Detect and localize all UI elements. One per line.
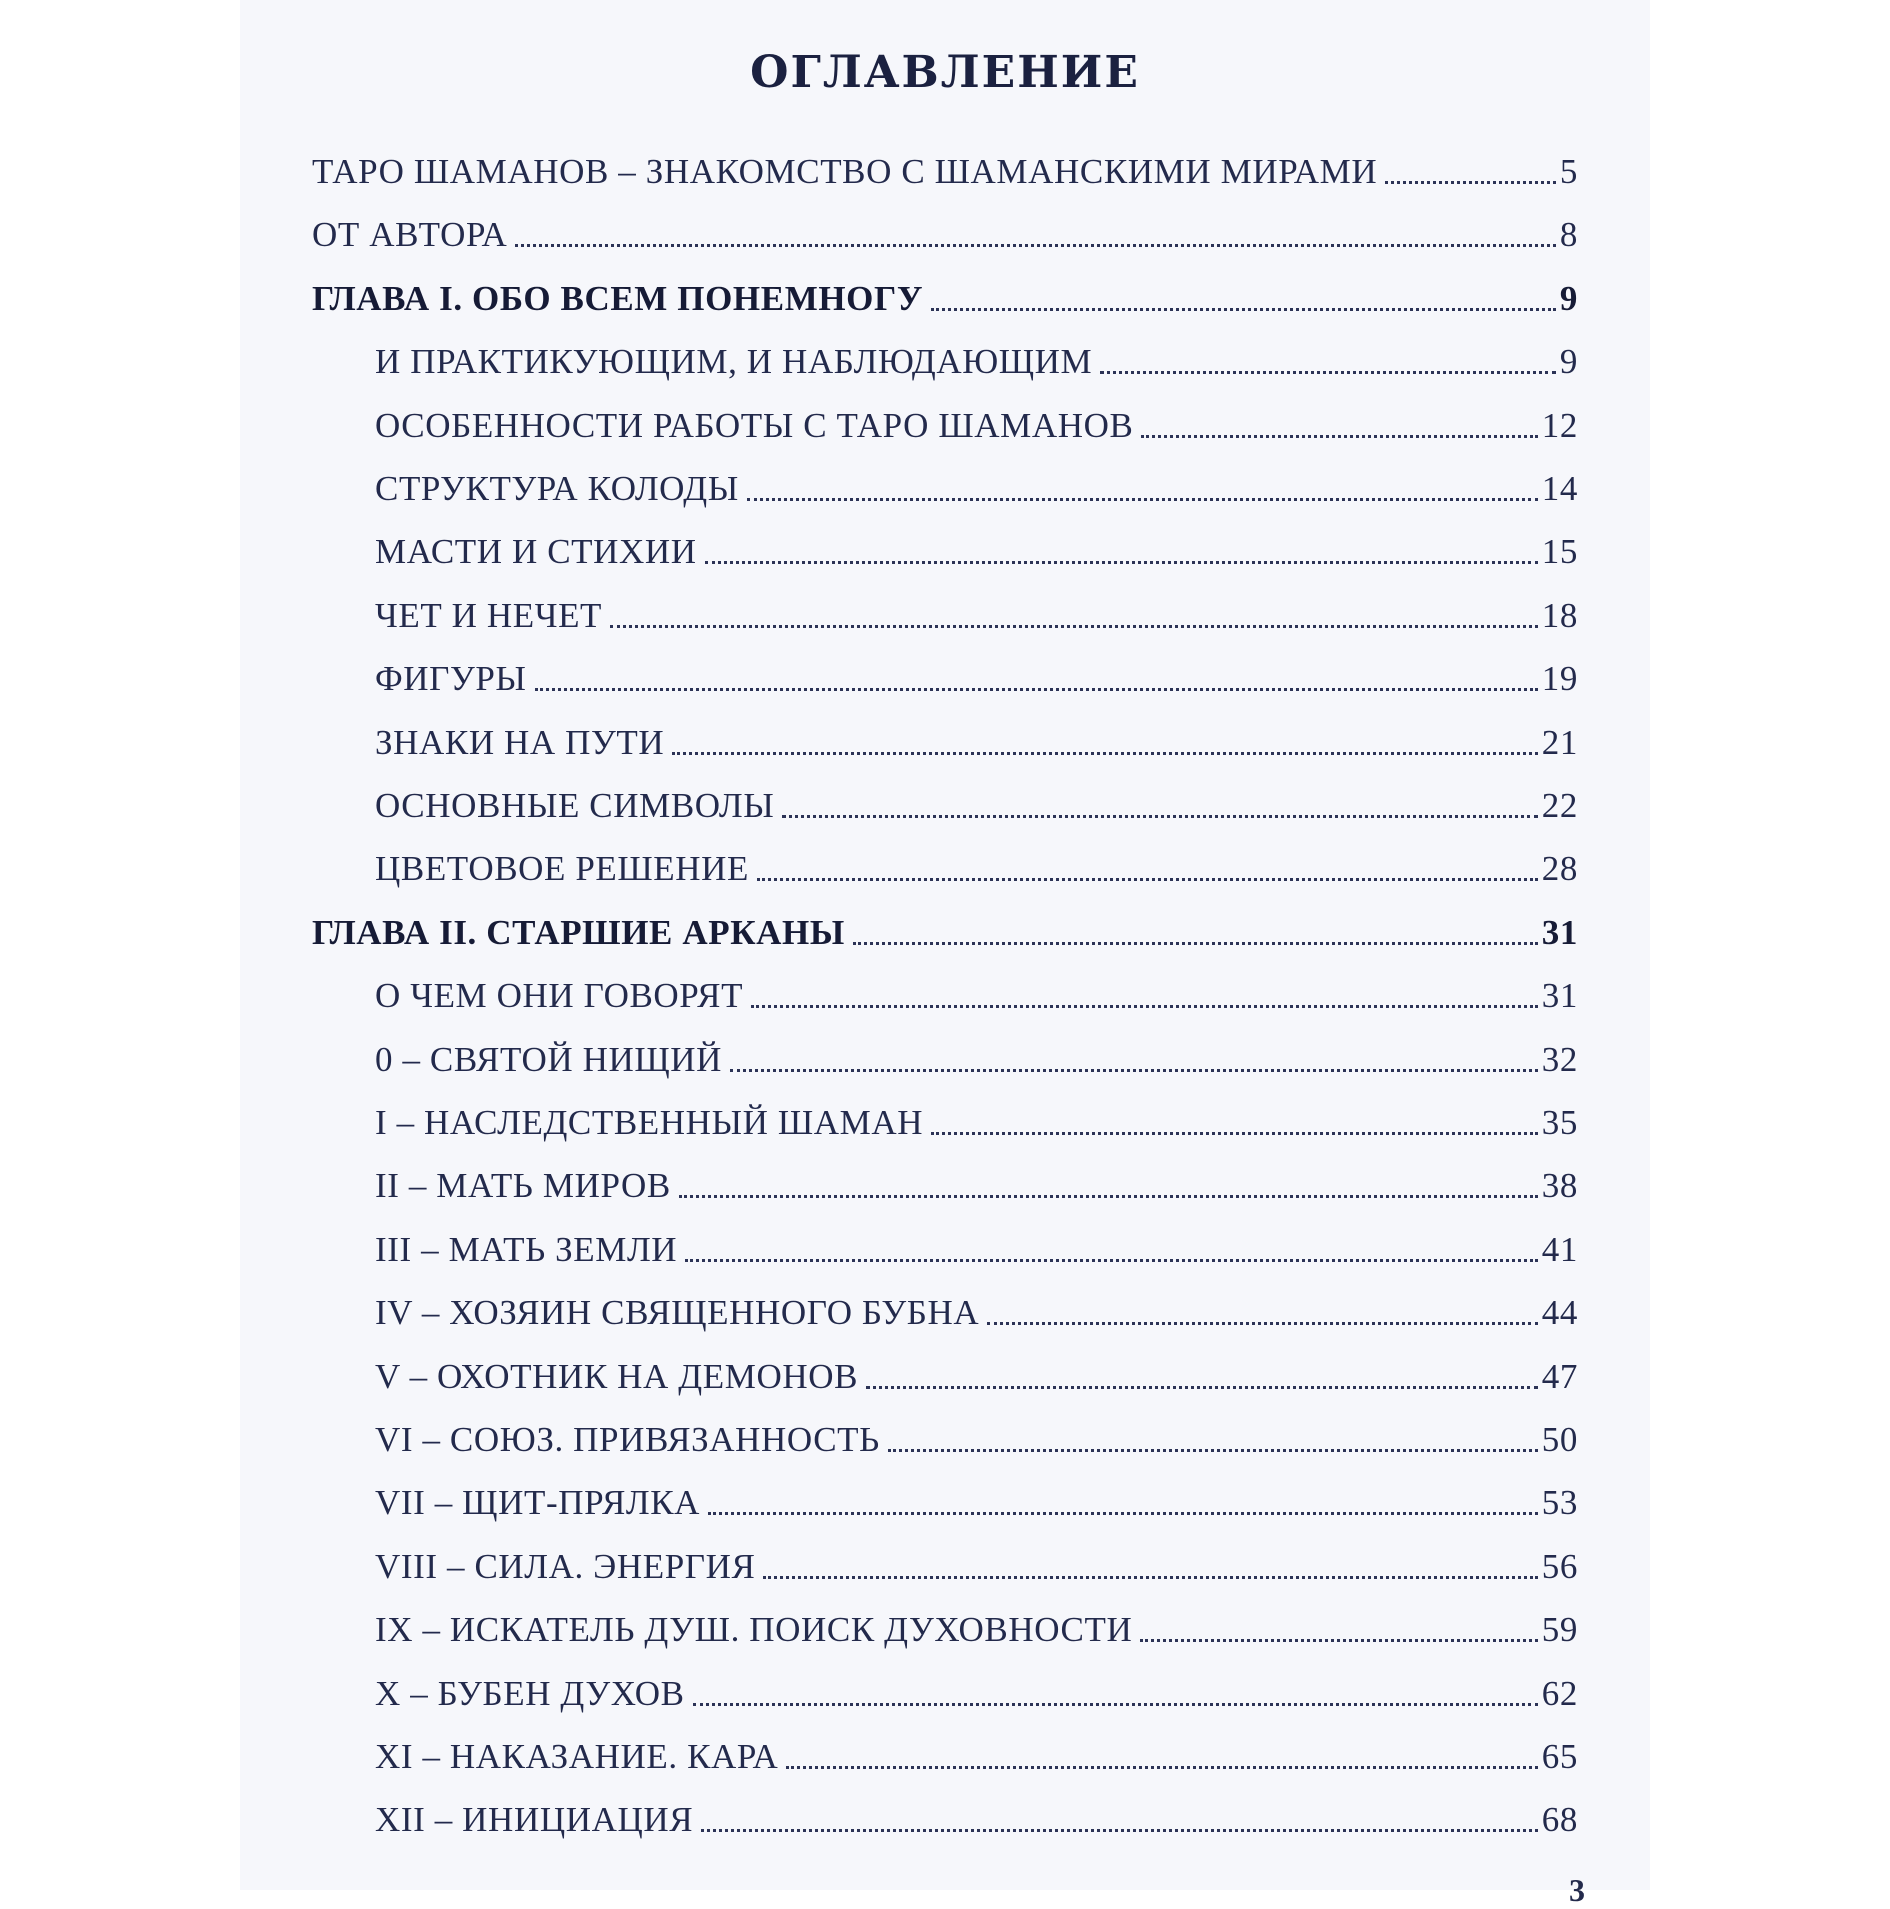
dot-leader [987,1322,1538,1325]
toc-entry-page: 19 [1541,659,1578,699]
dot-leader [751,1005,1538,1008]
toc-entry-page: 68 [1541,1800,1578,1840]
toc-entry[interactable] [375,457,1578,509]
toc-entry-page: 31 [1541,976,1578,1016]
toc-entry[interactable] [375,1345,1578,1397]
toc-entry-title: IV – ХОЗЯИН СВЯЩЕННОГО БУБНА [375,1293,980,1333]
toc-entry[interactable] [375,520,1578,572]
dot-leader [610,625,1538,628]
toc-entry-title: XII – ИНИЦИАЦИЯ [375,1800,694,1840]
toc-entry-page: 32 [1541,1039,1578,1079]
toc-entry-page: 9 [1559,342,1578,382]
toc-chapter-entry[interactable] [312,901,1578,953]
toc-entry[interactable] [375,1218,1578,1270]
toc-entry-title: ЗНАКИ НА ПУТИ [375,722,665,762]
dot-leader [730,1069,1538,1072]
toc-entry[interactable] [375,1471,1578,1523]
toc-entry-page: 21 [1541,722,1578,762]
toc-entry-title: ГЛАВА I. ОБО ВСЕМ ПОНЕМНОГУ [312,278,924,318]
toc-entry-page: 62 [1541,1673,1578,1713]
toc-entry-page: 47 [1541,1356,1578,1396]
toc-entry[interactable] [375,711,1578,763]
dot-leader [931,1132,1538,1135]
toc-entry[interactable] [375,584,1578,636]
dot-leader [747,498,1538,501]
toc-entry-title: 0 – СВЯТОЙ НИЩИЙ [375,1039,723,1079]
toc-entry-page: 44 [1541,1293,1578,1333]
toc-entry[interactable] [375,1788,1578,1840]
toc-entry[interactable] [375,1028,1578,1080]
toc-entry-title: ОСНОВНЫЕ СИМВОЛЫ [375,786,775,825]
toc-entry-page: 50 [1541,1420,1578,1459]
dot-leader [685,1259,1538,1262]
toc-entry-title: ФИГУРЫ [375,659,527,699]
dot-leader [888,1449,1538,1452]
toc-entry[interactable] [375,1725,1578,1777]
toc-entry-page: 12 [1541,405,1578,445]
dot-leader [679,1195,1538,1198]
toc-entry-title: III – МАТЬ ЗЕМЛИ [375,1229,678,1269]
dot-leader [757,878,1538,881]
toc-entry-page: 35 [1541,1103,1578,1142]
toc-entry[interactable] [312,140,1578,192]
toc-entry-title: О ЧЕМ ОНИ ГОВОРЯТ [375,976,744,1016]
dot-leader [763,1576,1537,1579]
toc-entry-page: 31 [1541,912,1578,952]
toc-entry[interactable] [375,837,1578,889]
dot-leader [701,1829,1538,1832]
toc-entry-title: V – ОХОТНИК НА ДЕМОНОВ [375,1356,859,1396]
toc-entry[interactable] [375,647,1578,699]
toc-entry[interactable] [375,964,1578,1016]
dot-leader [672,752,1538,755]
page-title: ОГЛАВЛЕНИЕ [750,47,1140,99]
toc-entry-page: 53 [1541,1483,1578,1523]
toc-entry[interactable] [375,1091,1578,1143]
toc-entry-title: X – БУБЕН ДУХОВ [375,1673,685,1713]
dot-leader [1140,1639,1537,1642]
dot-leader [866,1386,1538,1389]
toc-entry-title: МАСТИ И СТИХИИ [375,532,697,572]
dot-leader [705,561,1538,564]
dot-leader [931,308,1556,311]
toc-entry-title: ОСОБЕННОСТИ РАБОТЫ С ТАРО ШАМАНОВ [375,405,1134,445]
toc-entry-page: 65 [1541,1737,1578,1776]
toc-chapter-entry[interactable] [312,267,1578,319]
dot-leader [708,1512,1538,1515]
toc-entry-title: IX – ИСКАТЕЛЬ ДУШ. ПОИСК ДУХОВНОСТИ [375,1610,1133,1650]
dot-leader [853,942,1538,945]
toc-entry-title: ТАРО ШАМАНОВ – ЗНАКОМСТВО С ШАМАНСКИМИ МИРАМИ [312,152,1378,191]
dot-leader [693,1703,1538,1706]
dot-leader [535,688,1538,691]
dot-leader [786,1766,1537,1769]
toc-entry-title: VI – СОЮЗ. ПРИВЯЗАННОСТЬ [375,1420,880,1459]
toc-entry-title: VIII – СИЛА. ЭНЕРГИЯ [375,1546,756,1586]
toc-entry-page: 38 [1541,1166,1578,1206]
toc-entry[interactable] [375,1662,1578,1714]
toc-entry-title: ЧЕТ И НЕЧЕТ [375,595,603,635]
dot-leader [1100,371,1556,374]
toc-entry[interactable] [375,1281,1578,1333]
toc-entry-page: 5 [1559,152,1578,191]
toc-entry-title: ОТ АВТОРА [312,215,508,255]
toc-entry-title: VII – ЩИТ-ПРЯЛКА [375,1483,701,1523]
dot-leader [515,244,1555,247]
toc-entry-page: 56 [1541,1546,1578,1586]
toc-entry-page: 14 [1541,469,1578,508]
toc-entry[interactable] [375,1598,1578,1650]
page-number: 3 [1569,1872,1585,1908]
dot-leader [1141,435,1537,438]
toc-entry-page: 59 [1541,1610,1578,1650]
toc-entry-title: СТРУКТУРА КОЛОДЫ [375,469,739,508]
toc-entry-page: 41 [1541,1229,1578,1269]
toc-entry-title: И ПРАКТИКУЮЩИМ, И НАБЛЮДАЮЩИМ [375,342,1093,382]
toc-entry-title: II – МАТЬ МИРОВ [375,1166,671,1206]
toc-entry[interactable] [375,1535,1578,1587]
dot-leader [782,815,1537,818]
toc-entry-page: 8 [1559,215,1578,255]
toc-entry-page: 28 [1541,849,1578,889]
toc-entry[interactable] [375,774,1578,826]
toc-entry-page: 22 [1541,786,1578,825]
dot-leader [1385,181,1556,184]
toc-entry-title: ЦВЕТОВОЕ РЕШЕНИЕ [375,849,750,889]
toc-entry[interactable] [375,1408,1578,1460]
toc-entry[interactable] [375,394,1578,446]
toc-entry-title: ГЛАВА II. СТАРШИЕ АРКАНЫ [312,912,845,952]
toc-entry-page: 18 [1541,595,1578,635]
toc-entry-page: 9 [1559,278,1578,318]
toc-entry-page: 15 [1541,532,1578,572]
toc-entry[interactable] [312,203,1578,255]
toc-entry-title: XI – НАКАЗАНИЕ. КАРА [375,1737,779,1776]
toc-entry[interactable] [375,330,1578,382]
toc-entry[interactable] [375,1154,1578,1206]
toc-entry-title: I – НАСЛЕДСТВЕННЫЙ ШАМАН [375,1103,924,1142]
